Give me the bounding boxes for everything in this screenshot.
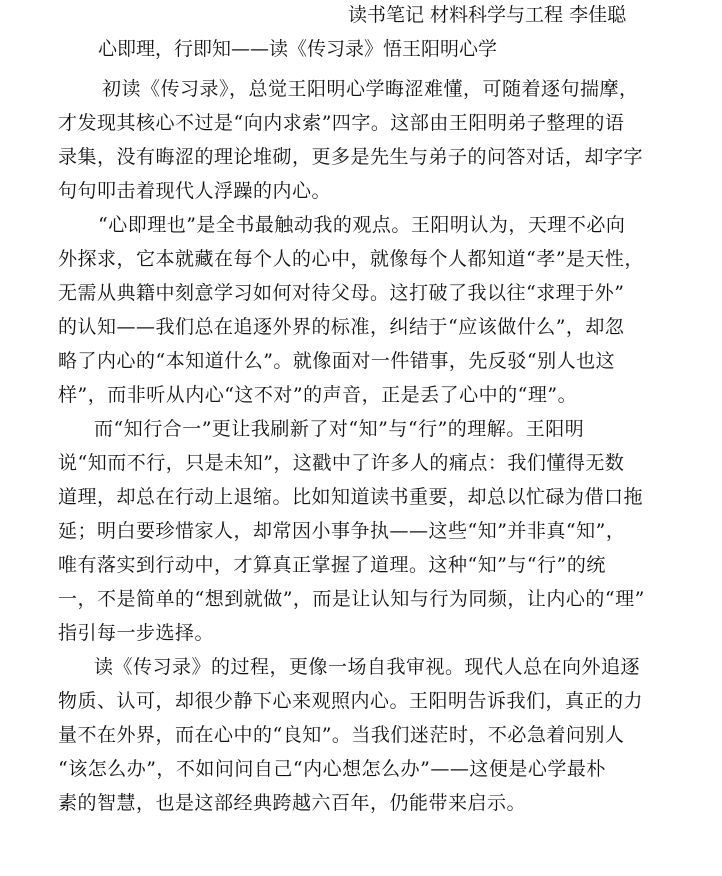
document-header: 读书笔记 材料科学与工程 李佳聪 bbox=[348, 4, 627, 26]
paragraph-line: 道理，却总在行动上退缩。比如知道读书重要，却总以忙碌为借口拖 bbox=[58, 486, 644, 508]
paragraph-line: 物质、认可，却很少静下心来观照内心。王阳明告诉我们，真正的力 bbox=[58, 690, 644, 712]
paragraph-1 bbox=[58, 72, 688, 208]
paragraph-line: 无需从典籍中刻意学习如何对待父母。这打破了我以往“求理于外” bbox=[58, 282, 625, 304]
paragraph-line: 样”，而非听从内心“这不对”的声音，正是丢了心中的“理”。 bbox=[58, 384, 578, 406]
paragraph-line: 略了内心的“本知道什么”。就像面对一件错事，先反驳“别人也这 bbox=[58, 350, 616, 372]
paragraph-line: 外探求，它本就藏在每个人的心中，就像每个人都知道“孝”是天性， bbox=[58, 248, 644, 270]
paragraph-line: 唯有落实到行动中，才算真正掌握了道理。这种“知”与“行”的统 bbox=[58, 554, 606, 576]
paragraph-line: 读《传习录》的过程，更像一场自我审视。现代人总在向外追逐 bbox=[94, 656, 641, 678]
paragraph-line: “该怎么办”，不如问问自己“内心想怎么办”——这便是心学最朴 bbox=[58, 758, 606, 780]
paragraph-line: 才发现其核心不过是“向内求索”四字。这部由王阳明弟子整理的语 bbox=[58, 112, 625, 134]
paragraph-4 bbox=[58, 650, 688, 820]
document-body bbox=[58, 72, 688, 820]
paragraph-3 bbox=[58, 412, 688, 650]
paragraph-2 bbox=[58, 208, 688, 412]
paragraph-line: 量不在外界，而在心中的“良知”。当我们迷茫时，不必急着问别人 bbox=[58, 724, 625, 746]
paragraph-line: 说“知而不行，只是未知”，这戳中了许多人的痛点：我们懂得无数 bbox=[58, 452, 625, 474]
paragraph-line: “心即理也”是全书最触动我的观点。王阳明认为，天理不必向 bbox=[98, 214, 626, 236]
paragraph-line: 而“知行合一”更让我刷新了对“知”与“行”的理解。王阳明 bbox=[94, 418, 585, 440]
paragraph-line: 素的智慧，也是这部经典跨越六百年，仍能带来启示。 bbox=[58, 792, 527, 814]
document-title: 心即理，行即知——读《传习录》悟王阳明心学 bbox=[98, 38, 498, 60]
paragraph-line: 指引每一步选择。 bbox=[58, 622, 215, 644]
paragraph-line: 延；明白要珍惜家人，却常因小事争执——这些“知”并非真“知”， bbox=[58, 520, 626, 542]
paragraph-line: 的认知——我们总在追逐外界的标准，纠结于“应该做什么”，却忽 bbox=[58, 316, 625, 338]
paragraph-line: 录集，没有晦涩的理论堆砌，更多是先生与弟子的问答对话，却字字 bbox=[58, 146, 644, 168]
paragraph-line: 句句叩击着现代人浮躁的内心。 bbox=[58, 180, 332, 202]
paragraph-line: 一，不是简单的“想到就做”，而是让认知与行为同频，让内心的“理” bbox=[58, 588, 645, 610]
paragraph-line: 初读《传习录》，总觉王阳明心学晦涩难懂，可随着逐句揣摩， bbox=[102, 78, 639, 100]
